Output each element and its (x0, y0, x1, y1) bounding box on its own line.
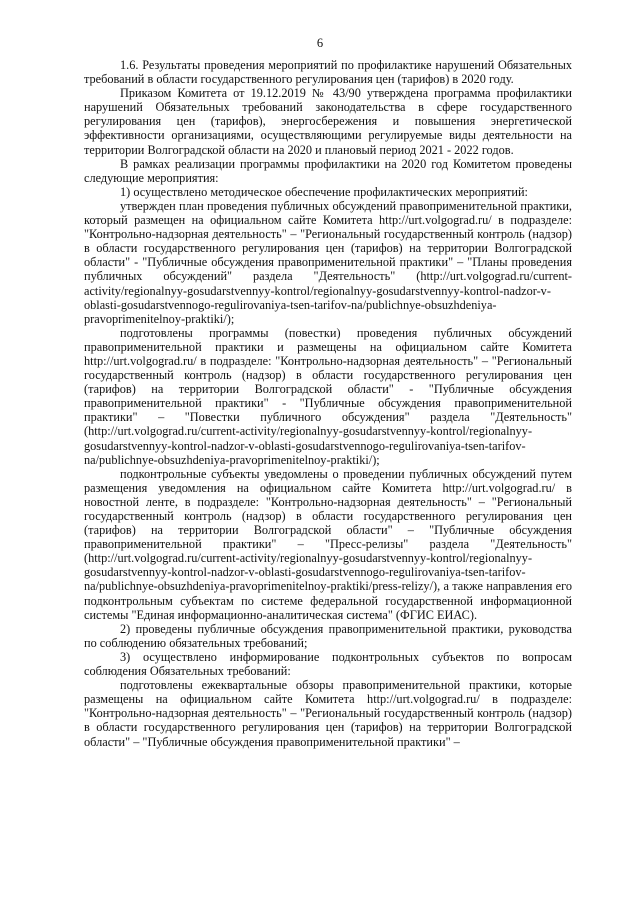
page-number: 6 (316, 36, 324, 50)
quarterly-reviews-paragraph: подготовлены ежеквартальные обзоры правоприменительной практики, которые размещены на официальном сайте Комитета http://urt.volgograd.ru/ в подразделе: "Контрольно-надзорная деятельность" – "Региональный государственный контроль (надзор) в области государственного регулирования цен (тарифов) на территории Волгоградской области" – "Публичные обсуждения правоприменительной практики" – (84, 678, 572, 749)
list-item-3-paragraph: 3) осуществлено информирование подконтрольных субъектов по вопросам соблюдения Обязательных требований: (84, 649, 572, 679)
section-heading-paragraph: 1.6. Результаты проведения мероприятий по профилактике нарушений Обязательных требований в области государственного регулирования цен (тарифов) в 2020 году. (84, 58, 572, 87)
list-item-1-paragraph: 1) осуществлено методическое обеспечение профилактических мероприятий: (120, 184, 528, 199)
plan-approved-paragraph: утвержден план проведения публичных обсуждений правоприменительной практики, который размещен на официальном сайте Комитета http://urt.volgograd.ru/ в подразделе: "Контрольно-надзорная деятельность" – "Региональный государственный контроль (надзор) в области государственного регулирования цен (тарифов) на территории Волгоградской области" - "Публичные обсуждения правоприменительной практики" – "Планы проведения публичных обсуждений" раздела "Деятельность" (http://urt.volgograd.ru/current-activity/regionalnyy-gosudarstvennyy-kontrol/regionalnyy-gosudarstvennyy-kontrol-nadzor-v-oblasti-gosudarstvennogo-regulirovaniya-tsen-tarifov-na/publichnye-obsuzhdeniya-pravoprimenitelnoy-praktiki/); (84, 198, 572, 326)
measures-intro-paragraph: В рамках реализации программы профилактики на 2020 год Комитетом проведены следующие мероприятия: (84, 156, 572, 185)
document-body (84, 58, 572, 749)
order-paragraph: Приказом Комитета от 19.12.2019 № 43/90 утверждена программа профилактики нарушений Обязательных требований законодательства в сфере государственного регулирования цен (тарифов), энергосбережения и повышения энергетической эффективности организациями, осуществляющими регулируемые виды деятельности на территории Волгоградской области на 2020 и плановый период 2021 - 2022 годов. (84, 86, 572, 157)
subjects-notified-paragraph: подконтрольные субъекты уведомлены о проведении публичных обсуждений путем размещения уведомления на официальном сайте Комитета http://urt.volgograd.ru/ в новостной ленте, в подразделе: "Контрольно-надзорная деятельность" – "Региональный государственный контроль (надзор) в области государственного регулирования цен (тарифов) на территории Волгоградской области" – "Публичные обсуждения правоприменительной практики" – "Пресс-релизы" раздела "Деятельность" (http://urt.volgograd.ru/current-activity/regionalnyy-gosudarstvennyy-kontrol/regionalnyy-gosudarstvennyy-kontrol-nadzor-v-oblasti-gosudarstvennogo-regulirovaniya-tsen-tarifov-na/publichnye-obsuzhdeniya-pravoprimenitelnoy-praktiki/press-relizy/), а также направления его подконтрольным субъектам по системе федеральной государственной информационной системы "Единая информационно-аналитическая система" (ФГИС ЕИАС). (84, 466, 572, 622)
list-item-2-paragraph: 2) проведены публичные обсуждения правоприменительной практики, руководства по соблюдению обязательных требований; (84, 621, 572, 650)
programs-prepared-paragraph: подготовлены программы (повестки) проведения публичных обсуждений правоприменительной практики и размещены на официальном сайте Комитета http://urt.volgograd.ru/ в подразделе: "Контрольно-надзорная деятельность" – "Региональный государственный контроль (надзор) в области государственного регулирования цен (тарифов) на территории Волгоградской области" - "Публичные обсуждения правоприменительной практики" - "Публичные обсуждения правоприменительной практики" – "Повестки публичного обсуждения" раздела "Деятельность" (http://urt.volgograd.ru/current-activity/regionalnyy-gosudarstvennyy-kontrol/regionalnyy-gosudarstvennyy-kontrol-nadzor-v-oblasti-gosudarstvennogo-regulirovaniya-tsen-tarifov-na/publichnye-obsuzhdeniya-pravoprimenitelnoy-praktiki/); (84, 325, 572, 467)
